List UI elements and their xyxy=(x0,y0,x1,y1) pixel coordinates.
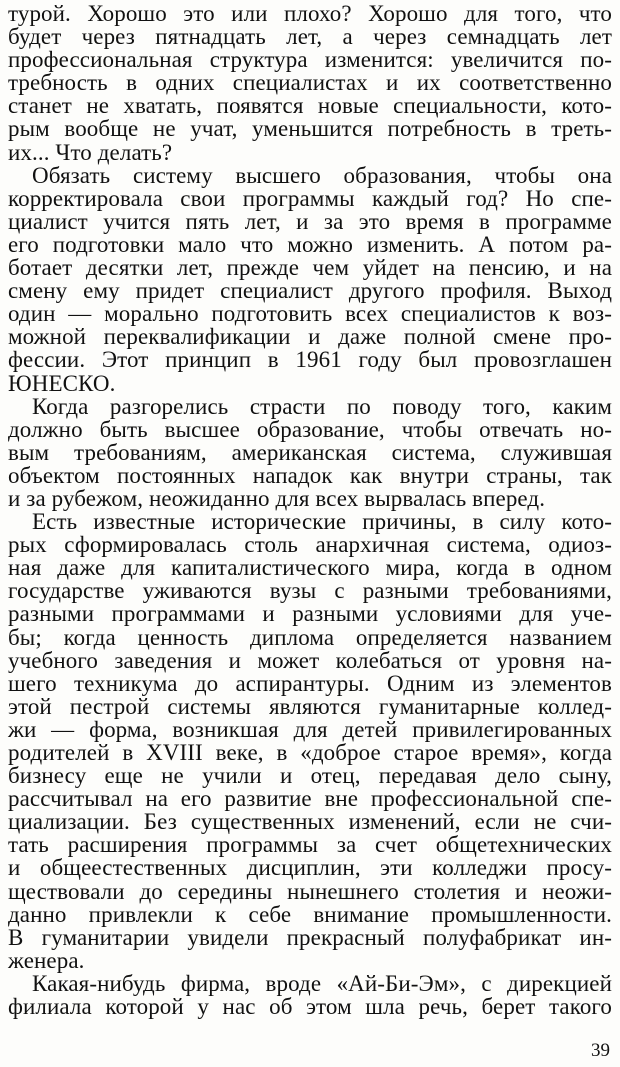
text-line: циалист учится пять лет, и за это время в программе xyxy=(8,208,612,234)
text-line: родителей в XVIII веке, в «доброе старое время», когда xyxy=(8,740,612,765)
text-line: рассчитывал на его развитие вне профессиональной спе- xyxy=(8,786,612,812)
text-line: должно быть высшее образование, чтобы отвечать но- xyxy=(8,416,612,442)
paragraph-first-line: Какая-нибудь фирма, вроде «Ай-Би-Эм», с дирекцией xyxy=(32,970,612,996)
text-line: ЮНЕСКО. xyxy=(8,370,116,396)
text-line: и общеестественных дисциплин, эти колледжи просу- xyxy=(8,855,612,881)
text-line: женера. xyxy=(8,947,85,973)
text-line: и за рубежом, неожиданно для всех вырвалась вперед. xyxy=(8,485,546,511)
text-line: вым требованиям, американская система, служившая xyxy=(8,439,612,465)
paragraph-first-line: Обязать систему высшего образования, чтобы она xyxy=(32,162,612,188)
text-line: их... Что делать? xyxy=(8,139,173,165)
text-line: бы; когда ценность диплома определяется названием xyxy=(8,624,612,650)
text-line: жи — форма, возникшая для детей привилегированных xyxy=(8,716,612,742)
text-line: корректировала свои программы каждый год? Но спе- xyxy=(8,185,612,211)
text-line: фессии. Этот принцип в 1961 году был провозглашен xyxy=(8,347,612,373)
text-line: государстве уживаются вузы с разными требованиями, xyxy=(8,578,612,604)
text-line: ная даже для капиталистического мира, когда в одном xyxy=(8,555,612,581)
text-line: этой пестрой системы являются гуманитарные коллед- xyxy=(8,693,612,719)
text-line: его подготовки мало что можно изменить. А потом ра- xyxy=(8,231,612,257)
text-line: учебного заведения и может колебаться от уровня на- xyxy=(8,647,612,673)
text-line: рым вообще не учат, уменьшится потребность в треть- xyxy=(8,116,612,142)
text-line: ществовали до середины нынешнего столетия и неожи- xyxy=(8,878,612,904)
text-line: данно привлекли к себе внимание промышленности. xyxy=(8,901,612,927)
paragraph-first-line: Есть известные исторические причины, в силу кото- xyxy=(32,509,612,535)
text-line: будет через пятнадцать лет, а через семнадцать лет xyxy=(8,24,612,50)
text-line: требность в одних специалистах и их соответственно xyxy=(8,70,612,96)
text-line: турой. Хорошо это или плохо? Хорошо для того, что xyxy=(8,1,612,26)
text-line: профессиональная структура изменится: увеличится по- xyxy=(8,47,612,73)
text-line: шего техникума до аспирантуры. Одним из элементов xyxy=(8,670,612,696)
text-line: смену ему придет специалист другого профиля. Выход xyxy=(8,278,612,304)
text-line: разными программами и разными условиями для уче- xyxy=(8,601,612,627)
text-line: можной переквалификации и даже полной смене про- xyxy=(8,324,612,350)
text-line: станет не хватать, появятся новые специальности, кото- xyxy=(8,93,612,119)
text-line: рых сформировалась столь анархичная система, одиоз- xyxy=(8,532,612,558)
text-line: один — морально подготовить всех специалистов к воз- xyxy=(8,301,612,327)
text-line: В гуманитарии увидели прекрасный полуфабрикат ин- xyxy=(8,924,612,950)
text-line: циализации. Без существенных изменений, если не счи- xyxy=(8,809,612,835)
text-line: тать расширения программы за счет общетехнических xyxy=(8,832,612,858)
text-line: бизнесу еще не учили и отец, передавая дело сыну, xyxy=(8,763,612,789)
text-line: филиала которой у нас об этом шла речь, берет такого xyxy=(8,994,612,1020)
text-body xyxy=(8,2,612,1018)
paragraph-first-line: Когда разгорелись страсти по поводу того, каким xyxy=(32,393,612,419)
text-line: ботает десятки лет, прежде чем уйдет на пенсию, и на xyxy=(8,255,612,281)
text-line: объектом постоянных нападок как внутри страны, так xyxy=(8,462,612,488)
page-number: 39 xyxy=(591,1040,610,1061)
